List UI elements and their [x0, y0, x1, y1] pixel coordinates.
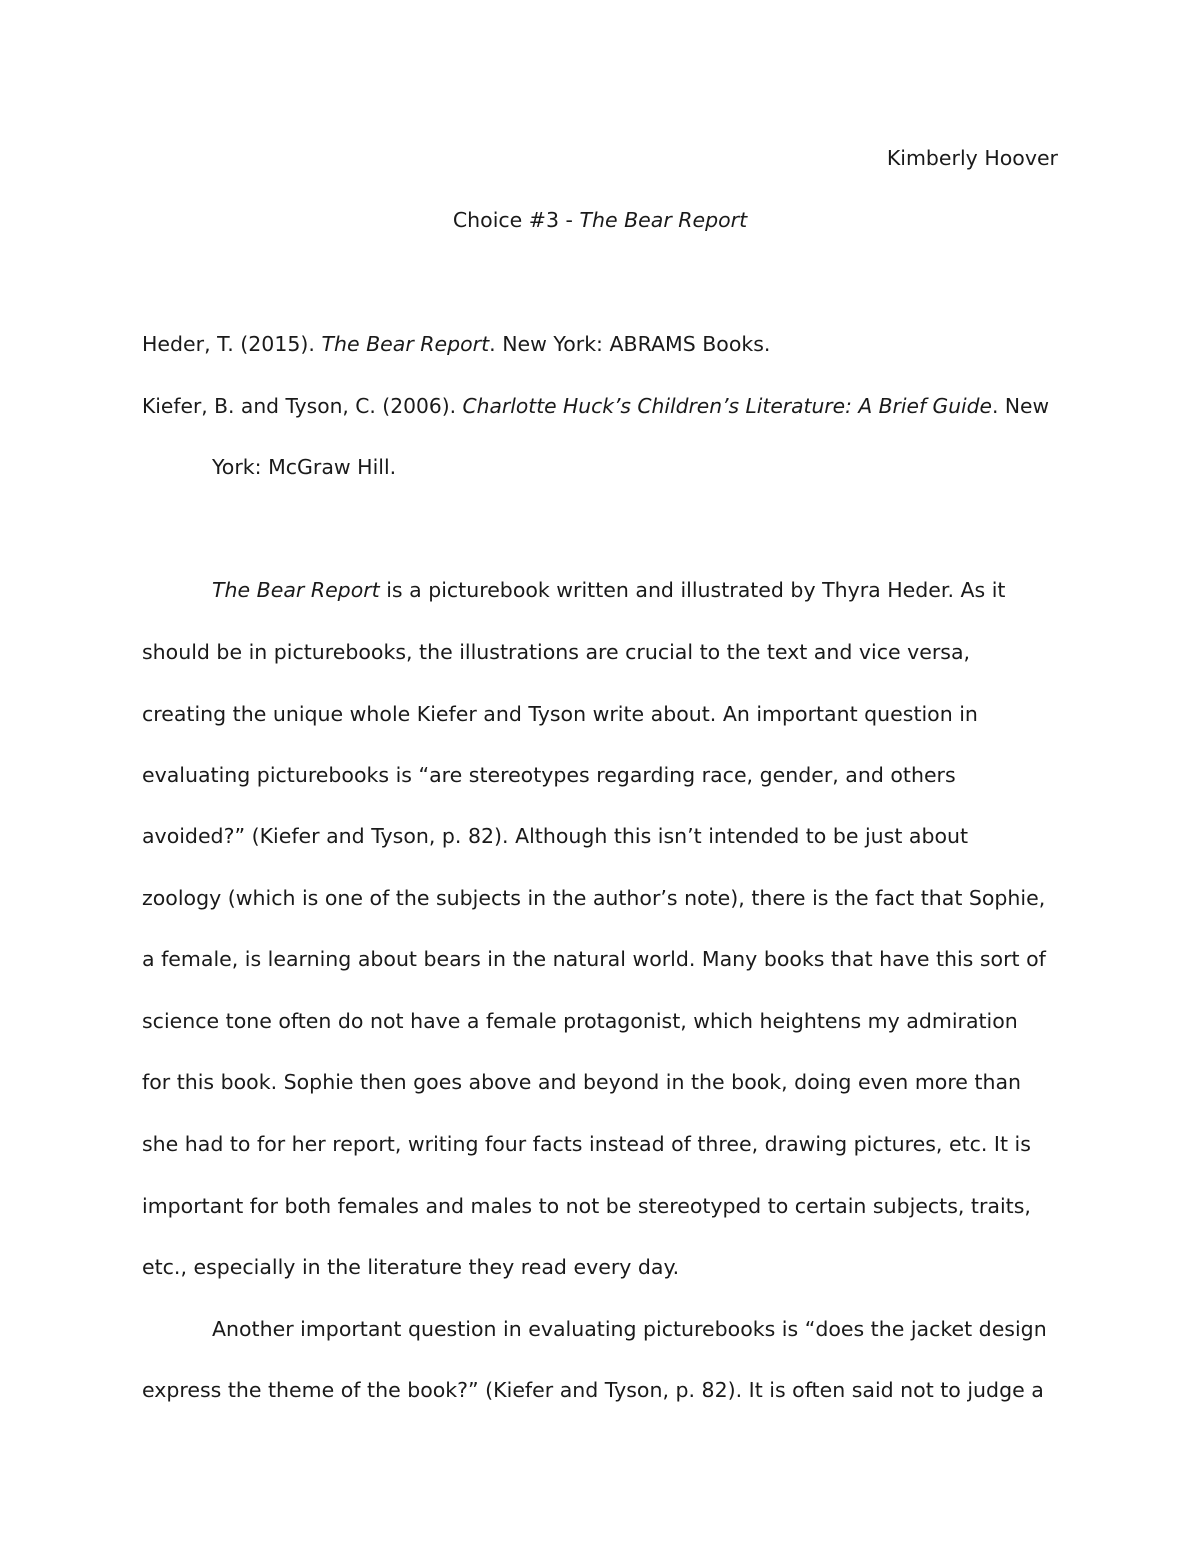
paragraph-1-line: important for both females and males to not be stereotyped to certain subjects, traits,	[142, 1194, 1031, 1218]
reference-1: Heder, T. (2015). The Bear Report. New York: ABRAMS Books.	[142, 332, 771, 356]
paragraph-2-line: express the theme of the book?” (Kiefer and Tyson, p. 82). It is often said not to judge a	[142, 1378, 1044, 1402]
paragraph-1-line: a female, is learning about bears in the natural world. Many books that have this sort of	[142, 947, 1046, 971]
paragraph-1-line: zoology (which is one of the subjects in the author’s note), there is the fact that Sophie,	[142, 886, 1046, 910]
title-italic: The Bear Report	[579, 208, 748, 232]
paragraph-2-line-1: Another important question in evaluating picturebooks is “does the jacket design	[212, 1317, 1047, 1341]
document-title	[0, 206, 1200, 234]
reference-2-continuation: York: McGraw Hill.	[212, 455, 397, 479]
paragraph-1-line: creating the unique whole Kiefer and Tyson write about. An important question in	[142, 702, 978, 726]
paragraph-1-line: avoided?” (Kiefer and Tyson, p. 82). Although this isn’t intended to be just about	[142, 824, 969, 848]
paragraph-1-line: science tone often do not have a female protagonist, which heightens my admiration	[142, 1009, 1018, 1033]
title-prefix: Choice #3 -	[452, 208, 580, 232]
paragraph-1-line: she had to for her report, writing four facts instead of three, drawing pictures, etc. It is	[142, 1132, 1031, 1156]
paragraph-1-line-1: The Bear Report is a picturebook written and illustrated by Thyra Heder. As it	[212, 578, 1006, 602]
reference-2: Kiefer, B. and Tyson, C. (2006). Charlotte Huck’s Children’s Literature: A Brief Guide. New	[142, 394, 1050, 418]
paragraph-1-line: for this book. Sophie then goes above and beyond in the book, doing even more than	[142, 1070, 1022, 1094]
paragraph-1-line: etc., especially in the literature they read every day.	[142, 1255, 680, 1279]
paragraph-1-line: should be in picturebooks, the illustrations are crucial to the text and vice versa,	[142, 640, 971, 664]
paragraph-1-line: evaluating picturebooks is “are stereotypes regarding race, gender, and others	[142, 763, 956, 787]
author-name: Kimberly Hoover	[886, 146, 1058, 170]
